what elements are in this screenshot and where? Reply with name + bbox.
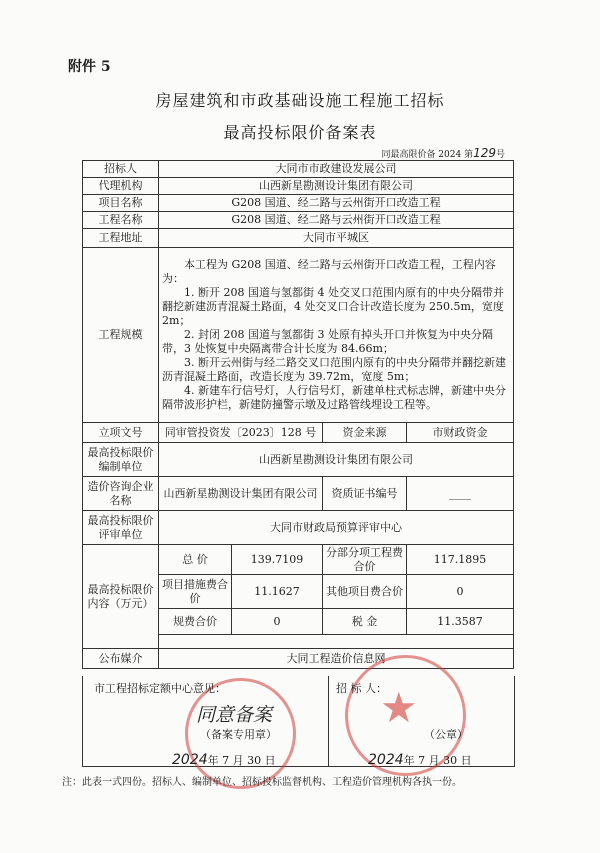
tenderer-date [368, 752, 472, 768]
label-compiler: 最高投标限价编制单位 [83, 443, 159, 477]
scale-paragraph: 3. 断开云州街与经二路交叉口范围内原有的中央分隔带并翻挖新建沥青混凝土路面，改造长度为 39.72m，宽度 5m； [162, 356, 506, 383]
value-fund-source: 市财政资金 [407, 423, 514, 443]
page-title: 房屋建筑和市政基础设施工程施工招标 [155, 91, 445, 110]
footnote: 注：此表一式四份。招标人、编制单位、招标投标监督机构、工程造价管理机构各执一份。 [62, 777, 462, 788]
value-media: 大同工程造价信息网 [159, 649, 514, 669]
label-location: 工程地址 [83, 229, 159, 248]
value-consult: 山西新星勘测设计集团有限公司 [159, 477, 323, 511]
label-media: 公布媒介 [83, 649, 159, 669]
value-cert: ____ [407, 477, 514, 511]
scale-paragraph: 本工程为 G208 国道、经二路与云州街开口改造工程，工程内容为： [162, 258, 496, 285]
label-project-name: 项目名称 [83, 195, 159, 212]
star-icon: ★ [380, 683, 418, 732]
label-consult: 造价咨询企业名称 [83, 477, 159, 511]
value-project-name: G208 国道、经二路与云州街开口改造工程 [159, 195, 514, 212]
value-sub: 117.1895 [407, 545, 514, 575]
scale-paragraph: 1. 断开 208 国道与氢都街 4 处交叉口范围内原有的中央分隔带并翻挖新建沥青混凝土路面，4 处交叉口合计改造长度为 250.5m，宽度 2m； [162, 286, 504, 327]
row-scale [83, 248, 514, 423]
label-engineering-name: 工程名称 [83, 212, 159, 229]
row-consult [83, 477, 514, 511]
attachment-label: 附件 5 [68, 59, 111, 75]
center-opinion-handwritten: 同意备案 [196, 704, 273, 726]
center-seal-label: （备案专用章） [200, 728, 277, 741]
record-number [381, 146, 505, 160]
page-subtitle: 最高投标限价备案表 [223, 123, 377, 142]
tenderer-seal-label: （公章） [424, 728, 468, 741]
label-tenderer: 招标人 [83, 161, 159, 178]
value-compiler: 山西新星勘测设计集团有限公司 [159, 443, 514, 477]
value-agent: 山西新星勘测设计集团有限公司 [159, 178, 514, 195]
row-engineering-name [83, 212, 514, 229]
label-fee: 规费合价 [159, 609, 232, 635]
center-date-year: 2024 [172, 752, 208, 768]
value-approval: 同审管投资发〔2023〕128 号 [159, 423, 323, 443]
label-fund-source: 资金来源 [323, 423, 407, 443]
row-tenderer [83, 161, 514, 178]
value-fee: 0 [232, 609, 323, 635]
value-measure: 11.1627 [232, 575, 323, 609]
value-total: 139.7109 [232, 545, 323, 575]
label-scale: 工程规模 [83, 248, 159, 423]
center-date-rest: 年 7 月 30 日 [207, 754, 276, 767]
signature-divider [328, 676, 329, 766]
value-scale [159, 248, 514, 423]
label-total: 总 价 [159, 545, 232, 575]
scale-paragraph: 2. 封闭 208 国道与氢都街 3 处原有掉头开口并恢复为中央分隔带，3 处恢复中央隔离带合计长度为 84.66m； [162, 328, 493, 355]
row-project-name [83, 195, 514, 212]
row-reviewer [83, 511, 514, 545]
value-engineering-name: G208 国道、经二路与云州街开口改造工程 [159, 212, 514, 229]
label-limit: 最高投标限价内容（万元） [83, 545, 159, 649]
row-agent [83, 178, 514, 195]
center-opinion-label: 市工程招标定额中心意见： [94, 682, 226, 695]
tenderer-date-year: 2024 [368, 752, 404, 768]
label-sub: 分部分项工程费合价 [323, 545, 407, 575]
row-location [83, 229, 514, 248]
row-approval [83, 423, 514, 443]
row-limit-total [83, 545, 514, 575]
record-suffix: 号 [495, 150, 505, 160]
limit-blank [159, 635, 514, 649]
value-tenderer: 大同市市政建设发展公司 [159, 161, 514, 178]
label-measure: 项目措施费合价 [159, 575, 232, 609]
value-other: 0 [407, 575, 514, 609]
label-agent: 代理机构 [83, 178, 159, 195]
scale-paragraph: 4. 新建车行信号灯，人行信号灯，新建单柱式标志牌，新建中央分隔带波形护栏，新建防撞警示墩及过路管线埋设工程等。 [162, 384, 506, 411]
tenderer-sign-label: 招 标 人： [336, 682, 387, 695]
record-prefix: 同最高限价备 2024 第 [381, 150, 474, 160]
row-media [83, 649, 514, 669]
label-other: 其他项目费合价 [323, 575, 407, 609]
label-cert: 资质证书编号 [323, 477, 407, 511]
value-reviewer: 大同市财政局预算评审中心 [159, 511, 514, 545]
record-table [82, 160, 514, 669]
record-number-handwritten: 129 [473, 146, 496, 160]
label-tax: 税 金 [323, 609, 407, 635]
label-approval: 立项文号 [83, 423, 159, 443]
center-date [172, 752, 276, 768]
value-location: 大同市平城区 [159, 229, 514, 248]
value-tax: 11.3587 [407, 609, 514, 635]
tenderer-date-rest: 年 7 月 30 日 [403, 754, 472, 767]
row-compiler [83, 443, 514, 477]
label-reviewer: 最高投标限价评审单位 [83, 511, 159, 545]
